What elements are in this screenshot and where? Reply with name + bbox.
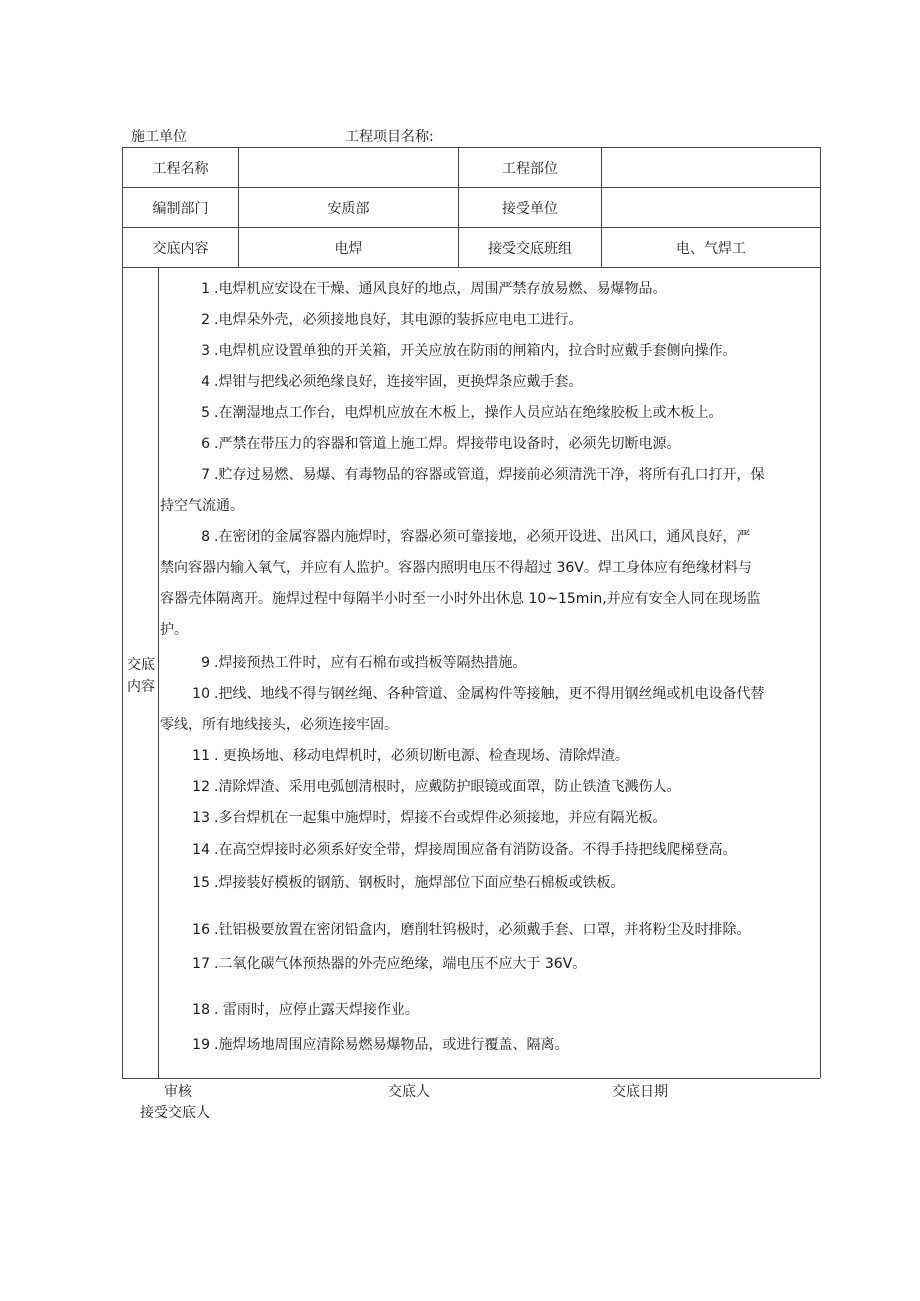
- list-item: 17 .二氧化碳气体预热器的外壳应绝缘，端电压不应大于 36V。: [192, 956, 587, 972]
- list-item: 5 .在潮湿地点工作台，电焊机应放在木板上，操作人员应站在绝缘胶板上或木板上。: [201, 405, 723, 421]
- list-item: 10 .把线、地线不得与钢丝绳、各种管道、金属构件等接触，更不得用钢丝绳或机电设备代替: [192, 686, 765, 702]
- list-item: 11 . 更换场地、移动电焊机时，必须切断电源、检查现场、清除焊渣。: [192, 748, 629, 764]
- team-value: 电、气焊工: [676, 240, 746, 257]
- construction-unit-label: 施工单位: [131, 129, 187, 145]
- list-item: 3 .电焊机应设置单独的开关箱，开关应放在防雨的闸箱内，拉合时应戴手套侧向操作。: [201, 343, 737, 359]
- team-label: 接受交底班组: [488, 240, 572, 257]
- list-item: 7 .贮存过易燃、易爆、有毒物品的容器或管道，焊接前必须清洗干净，将所有孔口打开，保: [201, 467, 765, 483]
- discloser-label: 交底人: [388, 1084, 430, 1100]
- list-item: 15 .焊接装好模板的钢筋、钢板时，施焊部位下面应垫石棉板或铁板。: [192, 875, 625, 891]
- list-item: 8 .在密闭的金属容器内施焊时，容器必须可靠接地，必须开设进、出风口，通风良好，严: [201, 529, 751, 545]
- list-item: 18 . 雷雨时，应停止露天焊接作业。: [192, 1002, 419, 1018]
- receiver-label: 接受交底人: [140, 1105, 210, 1121]
- list-item: 19 .施焊场地周围应清除易燃易爆物品，或进行覆盖、隔离。: [192, 1037, 569, 1053]
- disclosure-date-label: 交底日期: [612, 1084, 668, 1100]
- list-item: 9 .焊接预热工件时，应有石棉布或挡板等隔热措施。: [201, 655, 527, 671]
- body-label: 交底内容: [127, 657, 155, 695]
- project-name-value[interactable]: [239, 148, 458, 187]
- receiver-unit-value[interactable]: [602, 188, 820, 227]
- list-item: 2 .电焊朵外壳，必须接地良好，其电源的装拆应电电工进行。: [201, 312, 583, 328]
- review-label: 审核: [164, 1084, 192, 1100]
- list-item-continuation: 护。: [160, 622, 188, 638]
- list-item-continuation: 容器壳体隔离开。施焊过程中每隔半小时至一小时外出休息 10~15min,并应有安全人同在现场监: [160, 591, 761, 607]
- list-item-continuation: 持空气流通。: [160, 498, 244, 514]
- project-part-label: 工程部位: [502, 160, 558, 177]
- project-part-value[interactable]: [602, 148, 820, 187]
- list-item: 13 .多台焊机在一起集中施焊时，焊接不台或焊件必须接地，并应有隔光板。: [192, 810, 667, 826]
- list-item: 12 .清除焊渣、采用电弧刨清根时，应戴防护眼镜或面罩，防止铁渣飞溅伤人。: [192, 779, 681, 795]
- project-name-header-label: 工程项目名称:: [345, 129, 434, 145]
- list-item-continuation: 禁向容器内输入氧气，并应有人监护。容器内照明电压不得超过 36V。焊工身体应有绝缘材料与: [160, 560, 752, 576]
- list-item: 14 .在高空焊接时必须系好安全带，焊接周围应备有消防设备。不得手持把线爬梯登高。: [192, 842, 737, 858]
- list-item: 4 .焊钳与把线必须绝缘良好，连接牢固，更换焊条应戴手套。: [201, 374, 583, 390]
- content-value: 电焊: [334, 240, 363, 257]
- dept-value: 安质部: [327, 200, 370, 217]
- receiver-unit-label: 接受单位: [502, 200, 558, 217]
- list-item: 6 .严禁在带压力的容器和管道上施工焊。焊接带电设备时，必须先切断电源。: [201, 436, 681, 452]
- list-item: 16 .钍铝极要放置在密闭铅盒内，磨削牡钨极时，必须戴手套、口罩，并将粉尘及时排除。: [192, 922, 751, 938]
- dept-label: 编制部门: [152, 200, 209, 217]
- list-item-continuation: 零线，所有地线接头，必须连接牢固。: [160, 717, 398, 733]
- content-label: 交底内容: [152, 240, 209, 257]
- list-item: 1 .电焊机应安设在干燥、通风良好的地点，周围严禁存放易燃、易爆物品。: [201, 281, 667, 297]
- project-name-label: 工程名称: [152, 160, 209, 177]
